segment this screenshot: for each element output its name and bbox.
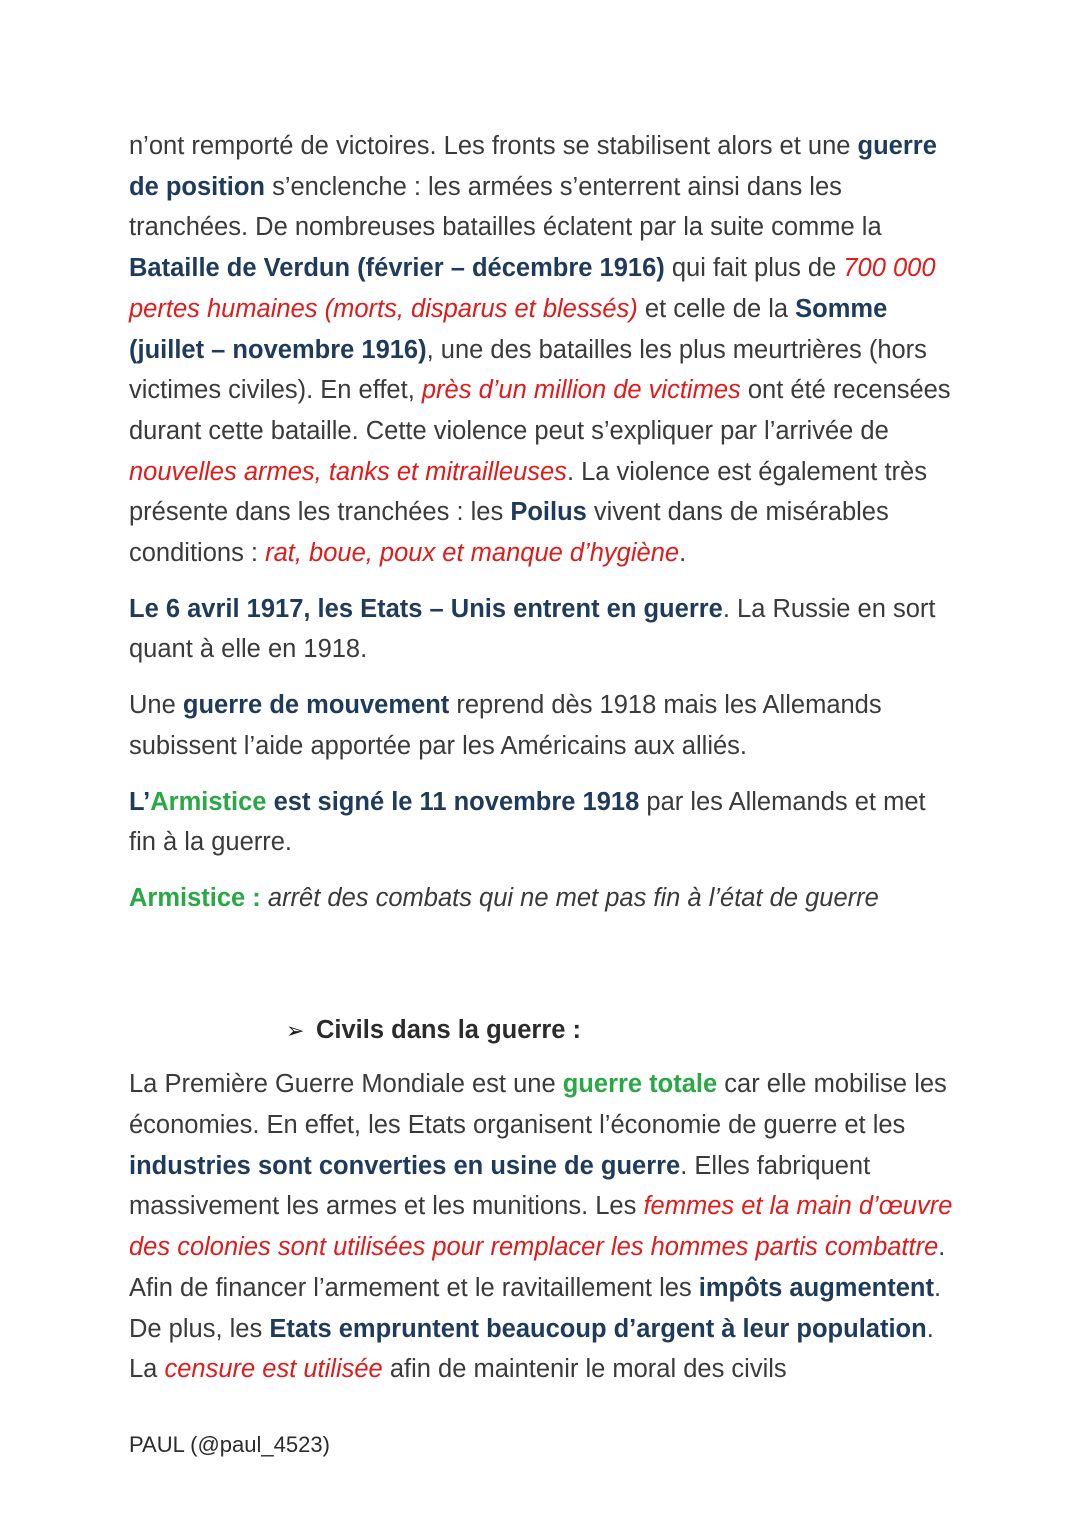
highlight-somme-victims: près d’un million de victimes (421, 376, 741, 405)
text: . La (129, 1314, 934, 1384)
footer-author: PAUL (@paul_4523) (129, 1432, 330, 1457)
keyword-total-war: guerre totale (562, 1070, 718, 1099)
paragraph-war-of-movement (129, 685, 954, 766)
paragraph-trench-warfare (129, 126, 954, 574)
document-body (129, 126, 954, 1405)
section-title: Civils dans la guerre : (316, 1015, 582, 1044)
highlight-conditions: rat, boue, poux et manque d’hygiène (265, 539, 680, 568)
text: . Afin de financer l’armement et le ravitaillement les (129, 1233, 946, 1302)
keyword-poilus: Poilus (510, 498, 587, 527)
keyword-us-entry: Le 6 avril 1917, les Etats – Unis entrent en guerre (129, 594, 723, 623)
highlight-women-colonies: femmes et la main d’œuvre des colonies sont utilisées pour remplacer les hommes partis combattre (129, 1192, 953, 1262)
highlight-new-weapons: nouvelles armes, tanks et mitrailleuses (129, 457, 567, 486)
text: reprend dès 1918 mais les Allemands subissent l’aide apportée par les Américains aux alliés. (129, 691, 882, 760)
keyword-prefix: L’ (129, 787, 151, 816)
paragraph-total-war (129, 1064, 954, 1390)
definition-term: Armistice : (129, 883, 261, 912)
text: La Première Guerre Mondiale est une (129, 1070, 563, 1099)
highlight-verdun-losses: 700 000 pertes humaines (morts, disparus et blessés) (129, 254, 936, 323)
section-heading-civils (129, 1010, 954, 1052)
text: , une des batailles les plus meurtrières (hors victimes civiles). En effet, (129, 335, 927, 405)
text: afin de maintenir le moral des civils (382, 1355, 787, 1384)
text: s’enclenche : les armées s’enterrent ainsi dans les tranchées. De nombreuses batailles éclatent par la suite comme la (129, 172, 882, 242)
text: . La violence est également très présente dans les tranchées : les (129, 457, 927, 527)
paragraph-us-entry (129, 589, 954, 670)
keyword-war-of-position: guerre de position (129, 132, 937, 201)
keyword-taxes: impôts augmentent (698, 1273, 934, 1302)
text: ont été recensées durant cette bataille. Cette violence peut s’expliquer par l’arrivée de (129, 376, 951, 445)
text: . La Russie en sort quant à elle en 1918. (129, 594, 936, 664)
definition-text: arrêt des combats qui ne met pas fin à l’état de guerre (260, 883, 879, 912)
highlight-censorship: censure est utilisée (164, 1355, 383, 1384)
keyword-armistice-date: est signé le 11 novembre 1918 (266, 787, 640, 816)
keyword-armistice: Armistice (150, 787, 267, 816)
text: . Elles fabriquent massivement les armes et les munitions. Les (129, 1151, 871, 1221)
text: n’ont remporté de victoires. Les fronts se stabilisent alors et une (129, 132, 858, 160)
keyword-war-of-movement: guerre de mouvement (182, 691, 450, 720)
arrow-bullet-icon: ➢ (286, 1017, 305, 1043)
text: . (679, 539, 687, 568)
paragraph-armistice (129, 782, 954, 863)
text: car elle mobilise les économies. En effet, les Etats organisent l’économie de guerre et les (129, 1070, 947, 1140)
text: Une (129, 691, 183, 720)
keyword-industries: industries sont converties en usine de guerre (129, 1151, 681, 1180)
definition-armistice (129, 878, 954, 919)
keyword-battle-of-verdun: Bataille de Verdun (février – décembre 1916) (129, 254, 665, 283)
text: par les Allemands et met fin à la guerre. (129, 787, 926, 857)
keyword-somme: Somme (juillet – novembre 1916) (129, 294, 888, 364)
text: vivent dans de misérables conditions : (129, 498, 889, 568)
keyword-state-borrowing: Etats empruntent beaucoup d’argent à leur population (269, 1314, 927, 1343)
text: et celle de la (637, 294, 796, 323)
text: . De plus, les (129, 1273, 942, 1343)
text: qui fait plus de (664, 254, 844, 283)
